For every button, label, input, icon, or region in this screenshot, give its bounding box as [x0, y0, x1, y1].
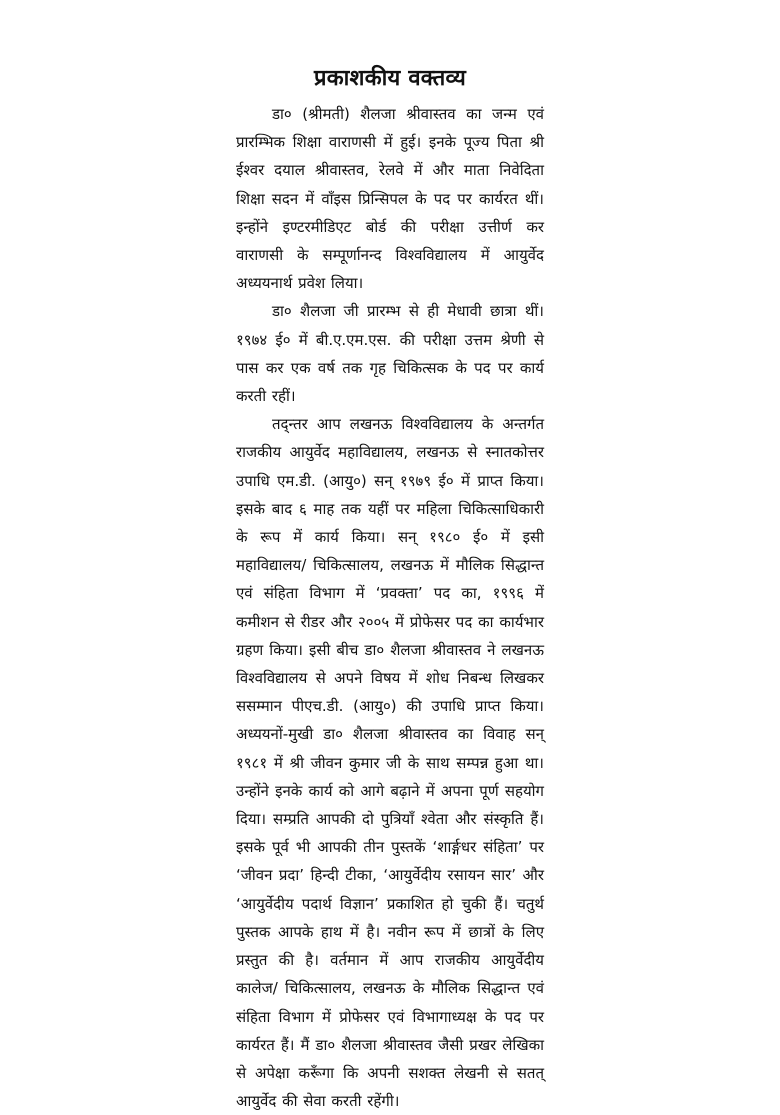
- paragraph-career-publications: तद्न्तर आप लखनऊ विश्वविद्यालय के अन्तर्गत राजकीय आयुर्वेद महाविद्यालय, लखनऊ से स्नातकोत्तर उपाधि एम.डी. (आयु०) सन् १९७९ ई० में प्राप्त किया। इसके बाद ६ माह तक यहीं पर महिला चिकित्साधिकारी के रूप में कार्य किया। सन् १९८० ई० में इसी महाविद्यालय/ चिकित्सालय, लखनऊ में मौलिक सिद्धान्त एवं संहिता विभाग में ‘प्रवक्ता’ पद का, १९९६ में कमीशन से रीडर और २००५ में प्रोफेसर पद का कार्यभार ग्रहण किया। इसी बीच डा० शैलजा श्रीवास्तव ने लखनऊ विश्वविद्यालय से अपने विषय में शोध निबन्ध लिखकर ससम्मान पीएच.डी. (आयु०) की उपाधि प्राप्त किया। अध्ययनों-मुखी डा० शैलजा श्रीवास्तव का विवाह सन् १९८१ में श्री जीवन कुमार जी के साथ सम्पन्न हुआ था। उन्होंने इनके कार्य को आगे बढ़ाने में अपना पूर्ण सहयोग दिया। सम्प्रति आपकी दो पुत्रियाँ श्वेता और संस्कृति हैं। इसके पूर्व भी आपकी तीन पुस्तकें ‘शार्ङ्गधर संहिता’ पर ‘जीवन प्रदा’ हिन्दी टीका, ‘आयुर्वेदीय रसायन सार’ और ‘आयुर्वेदीय पदार्थ विज्ञान’ प्रकाशित हो चुकी हैं। चतुर्थ पुस्तक आपके हाथ में है। नवीन रूप में छात्रों के लिए प्रस्तुत की है। वर्तमान में आप राजकीय आयुर्वेदीय कालेज/ चिकित्सालय, लखनऊ के मौलिक सिद्धान्त एवं संहिता विभाग में प्रोफेसर एवं विभागाध्यक्ष के पद पर कार्यरत हैं। मैं डा० शैलजा श्रीवास्तव जैसी प्रखर लेखिका से अपेक्षा करूँगा कि अपनी सशक्त लेखनी से सतत् आयुर्वेद की सेवा करती रहेंगी।: [236, 415, 544, 1111]
- document-page: [236, 62, 544, 1115]
- paragraph-early-career: डा० शैलजा जी प्रारम्भ से ही मेधावी छात्रा थीं। १९७४ ई० में बी.ए.एम.एस. की परीक्षा उत्तम श्रेणी से पास कर एक वर्ष तक गृह चिकित्सक के पद पर कार्य करती रहीं।: [236, 302, 544, 406]
- paragraph-birth-education: डा० (श्रीमती) शैलजा श्रीवास्तव का जन्म एवं प्रारम्भिक शिक्षा वाराणसी में हुई। इनके पूज्य पिता श्री ईश्वर दयाल श्रीवास्तव, रेलवे में और माता निवेदिता शिक्षा सदन में वाँइस प्रिन्सिपल के पद पर कार्यरत थीं। इन्होंने इण्टरमीडिएट बोर्ड की परीक्षा उत्तीर्ण कर वाराणसी के सम्पूर्णानन्द विश्वविद्यालय में आयुर्वेद अध्ययनार्थ प्रवेश लिया।: [236, 105, 544, 293]
- page-title: प्रकाशकीय वक्तव्य: [314, 66, 466, 91]
